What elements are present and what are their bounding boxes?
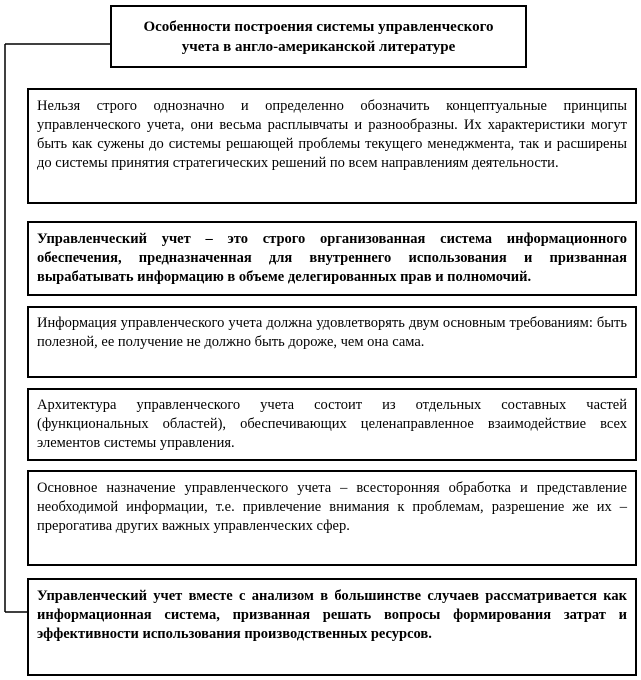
block-information-system: Управленческий учет вместе с анализом в большинстве случаев рассматривается как информационная система, призванная решать вопросы формирования затрат и эффективности использования производственных ресурсов. — [27, 578, 637, 676]
block-architecture: Архитектура управленческого учета состоит из отдельных составных частей (функциональных областей), обеспечивающих целенаправленное взаимодействие всех элементов системы управления. — [27, 388, 637, 461]
block-information-requirements: Информация управленческого учета должна удовлетворять двум основным требованиям: быть полезной, ее получение не должно быть дороже, чем она сама. — [27, 306, 637, 378]
block-concept-principles: Нельзя строго однозначно и определенно обозначить концептуальные принципы управленческого учета, они весьма расплывчаты и разнообразны. Их характеристики могут быть как сужены до системы решающей проблемы текущего менеджмента, так и расширены до системы принятия стратегических решений по всем направлениям деятельности. — [27, 88, 637, 204]
block-main-purpose: Основное назначение управленческого учета – всесторонняя обработка и представление необходимой информации, т.е. привлечение внимания к проблемам, разрешение же их – прерогатива других важных управленческих сфер. — [27, 470, 637, 566]
block-definition: Управленческий учет – это строго организованная система информационного обеспечения, предназначенная для внутреннего использования и призванная вырабатывать информацию в объеме делегированных прав и полномочий. — [27, 221, 637, 296]
diagram-title: Особенности построения системы управленческого учета в англо-американской литературе — [110, 5, 527, 68]
